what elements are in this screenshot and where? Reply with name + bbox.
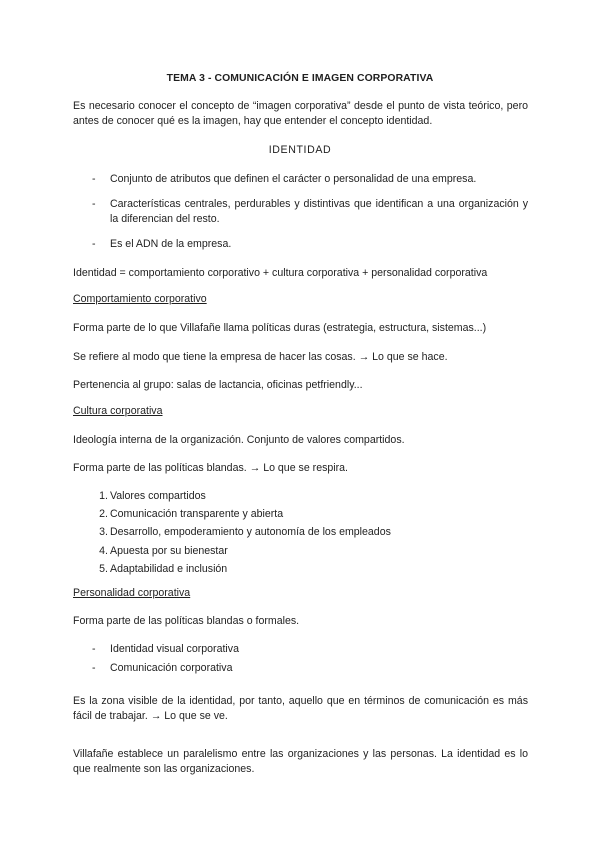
cultura-heading: Cultura corporativa xyxy=(73,405,163,417)
bullet-marker: - xyxy=(92,238,96,250)
personalidad-bullet: Identidad visual corporativa xyxy=(110,643,239,655)
comportamiento-paragraph: Se refiere al modo que tiene la empresa de hacer las cosas. → Lo que se hace. xyxy=(73,351,448,363)
document-title: TEMA 3 - COMUNICACIÓN E IMAGEN CORPORATIVA xyxy=(166,73,434,84)
identidad-heading: IDENTIDAD xyxy=(268,144,332,156)
list-number: 5. xyxy=(99,563,108,575)
list-number: 4. xyxy=(99,545,108,557)
identidad-bullet: Es el ADN de la empresa. xyxy=(110,238,232,250)
bullet-marker: - xyxy=(92,198,96,210)
comportamiento-heading: Comportamiento corporativo xyxy=(73,293,207,305)
bullet-marker: - xyxy=(92,643,96,655)
list-number: 3. xyxy=(99,526,108,538)
bullet-marker: - xyxy=(92,173,96,185)
identidad-bullet: Conjunto de atributos que definen el carácter o personalidad de una empresa. xyxy=(110,173,477,185)
identidad-formula: Identidad = comportamiento corporativo + cultura corporativa + personalidad corporativa xyxy=(73,267,488,279)
personalidad-paragraph: Es la zona visible de la identidad, por tanto, aquello que en términos de comunicación es más fácil de trabajar. → Lo que se ve. xyxy=(73,695,528,722)
comportamiento-paragraph: Forma parte de lo que Villafañe llama políticas duras (estrategia, estructura, sistemas...) xyxy=(73,322,487,334)
list-number: 2. xyxy=(99,508,108,520)
identidad-bullet: Características centrales, perdurables y distintivas que identifican a una organización y la diferencian del resto. xyxy=(110,198,528,225)
cultura-list-item: Apuesta por su bienestar xyxy=(110,545,228,557)
intro-paragraph: Es necesario conocer el concepto de “imagen corporativa” desde el punto de vista teórico, pero antes de conocer qué es la imagen, hay que entender el concepto identidad. xyxy=(73,100,528,127)
cultura-paragraph: Ideología interna de la organización. Conjunto de valores compartidos. xyxy=(73,434,405,446)
personalidad-heading: Personalidad corporativa xyxy=(73,587,191,599)
cultura-list-item: Comunicación transparente y abierta xyxy=(110,508,284,520)
cultura-list-item: Valores compartidos xyxy=(110,490,206,502)
personalidad-bullet: Comunicación corporativa xyxy=(110,662,233,674)
list-number: 1. xyxy=(99,490,108,502)
cultura-list-item: Adaptabilidad e inclusión xyxy=(110,563,228,575)
cultura-paragraph: Forma parte de las políticas blandas. → Lo que se respira. xyxy=(73,462,348,474)
bullet-marker: - xyxy=(92,662,96,674)
personalidad-paragraph: Forma parte de las políticas blandas o formales. xyxy=(73,615,300,627)
cultura-list-item: Desarrollo, empoderamiento y autonomía de los empleados xyxy=(110,526,391,538)
personalidad-paragraph: Villafañe establece un paralelismo entre las organizaciones y las personas. La identidad es lo que realmente son las organizaciones. xyxy=(73,748,528,775)
comportamiento-paragraph: Pertenencia al grupo: salas de lactancia, oficinas petfriendly... xyxy=(73,379,363,391)
